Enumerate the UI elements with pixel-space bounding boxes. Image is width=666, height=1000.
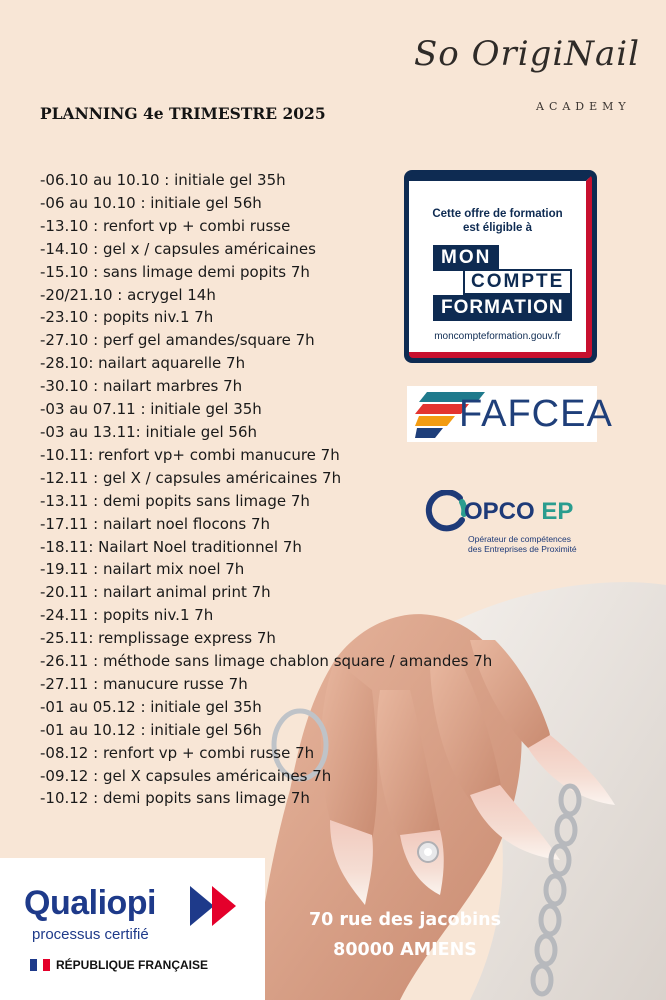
schedule-item: -15.10 : sans limage demi popits 7h [40, 262, 310, 281]
schedule-item: -17.11 : nailart noel flocons 7h [40, 514, 271, 533]
schedule-item: -30.10 : nailart marbres 7h [40, 377, 243, 396]
schedule-list [40, 169, 492, 810]
brand-tagline: ACADEMY [536, 100, 631, 113]
schedule-item: -19.11 : nailart mix noel 7h [40, 560, 245, 579]
schedule-item: -24.11 : popits niv.1 7h [40, 606, 214, 625]
schedule-item: -09.12 : gel X capsules américaines 7h [40, 766, 332, 785]
eligibility-line-2: est éligible à [462, 222, 533, 234]
mcf-word-compte: COMPTE [463, 269, 572, 295]
brand-name: So OrigiNail [414, 34, 640, 74]
schedule-item: -26.11 : méthode sans limage chablon square / amandes 7h [40, 652, 493, 671]
eligibility-line-1: Cette offre de formation [432, 208, 563, 220]
schedule-item: -14.10 : gel x / capsules américaines [40, 239, 316, 258]
schedule-item: -27.10 : perf gel amandes/square 7h [40, 331, 315, 350]
schedule-item: -27.11 : manucure russe 7h [40, 674, 248, 693]
schedule-item: -10.12 : demi popits sans limage 7h [40, 789, 310, 808]
schedule-item: -28.10: nailart aquarelle 7h [40, 354, 246, 373]
qualiopi-name: Qualiopi [24, 884, 156, 922]
schedule-item: -18.11: Nailart Noel traditionnel 7h [40, 537, 302, 556]
page-title: PLANNING 4e TRIMESTRE 2025 [40, 104, 326, 123]
schedule-item: -20/21.10 : acrygel 14h [40, 285, 216, 304]
qualiopi-subtitle: processus certifié [32, 926, 149, 943]
address-street: 70 rue des jacobins [308, 910, 501, 930]
mcf-url: moncompteformation.gouv.fr [434, 331, 561, 342]
schedule-item: -13.10 : renfort vp + combi russe [40, 216, 291, 235]
schedule-item: -01 au 05.12 : initiale gel 35h [40, 697, 262, 716]
schedule-item: -23.10 : popits niv.1 7h [40, 308, 214, 327]
schedule-item: -20.11 : nailart animal print 7h [40, 583, 271, 602]
schedule-item: -12.11 : gel X / capsules américaines 7h [40, 468, 342, 487]
schedule-item: -08.12 : renfort vp + combi russe 7h [40, 743, 315, 762]
address [270, 905, 540, 965]
opco-name-part2: EP [541, 498, 574, 525]
schedule-item: -25.11: remplissage express 7h [40, 629, 276, 648]
address-city: 80000 AMIENS [333, 940, 477, 960]
opco-name-part1: OPCO [464, 498, 535, 525]
mcf-word-formation: FORMATION [433, 295, 572, 321]
qualiopi-logo [0, 858, 265, 1000]
qualiopi-arrows-icon [190, 886, 242, 926]
schedule-item: -01 au 10.12 : initiale gel 56h [40, 720, 262, 739]
schedule-item: -03 au 13.11: initiale gel 56h [40, 422, 258, 441]
republique-francaise-label: RÉPUBLIQUE FRANÇAISE [56, 958, 209, 972]
schedule-item: -06 au 10.10 : initiale gel 56h [40, 193, 262, 212]
fafcea-name: FAFCEA [459, 393, 613, 435]
opco-tagline-line-1: Opérateur de compétences [468, 534, 572, 544]
schedule-item: -13.11 : demi popits sans limage 7h [40, 491, 310, 510]
schedule-item: -06.10 au 10.10 : initiale gel 35h [40, 171, 286, 189]
mcf-word-mon: MON [433, 245, 499, 271]
schedule-item: -10.11: renfort vp+ combi manucure 7h [40, 445, 340, 464]
schedule-item: -03 au 07.11 : initiale gel 35h [40, 400, 262, 419]
french-flag-icon [30, 959, 50, 971]
opco-tagline-line-2: des Entreprises de Proximité [468, 544, 577, 554]
